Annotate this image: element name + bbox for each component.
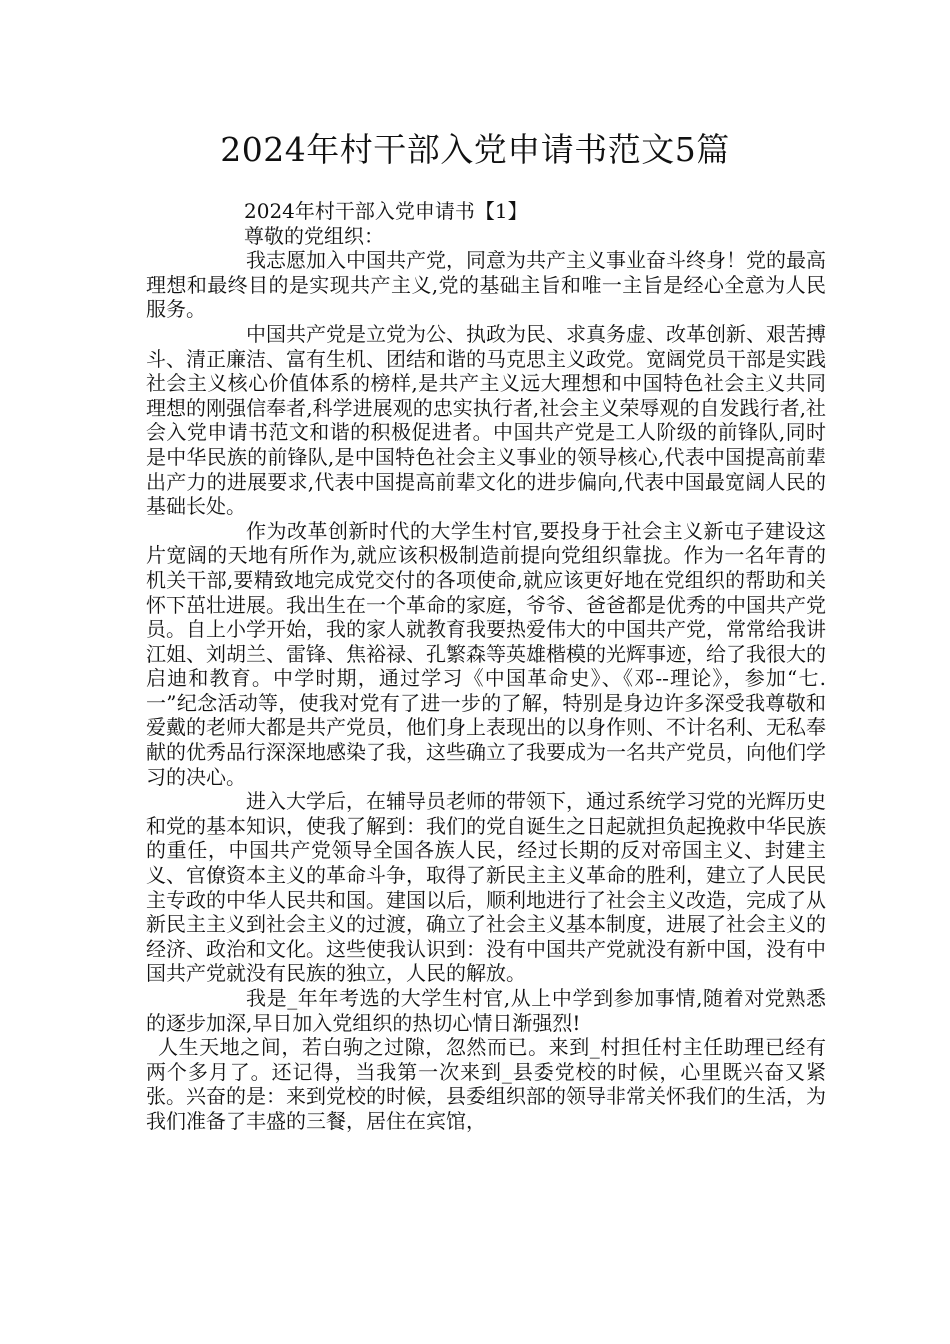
paragraph-3: 作为改革创新时代的大学生村官,要投身于社会主义新屯子建设这片宽阔的天地有所作为,就应该积极制造前提向党组织靠拢。作为一名年青的机关干部,要精致地完成党交付的各项使命,就应该更好地在党组织的帮助和关怀下茁壮进展。我出生在一个革命的家庭，爷爷、爸爸都是优秀的中国共产党员。自上小学开始，我的家人就教育我要热爱伟大的中国共产党，常常给我讲江姐、刘胡兰、雷锋、焦裕禄、孔繁森等英雄楷模的光辉事迹，给了我很大的启迪和教育。中学时期，通过学习《中国革命史》、《邓--理论》，参加“七.一”纪念活动等，使我对党有了进一步的了解，特别是身边许多深受我尊敬和爱戴的老师大都是共产党员，他们身上表现出的以身作则、不计名利、无私奉献的优秀品行深深地感染了我，这些确立了我要成为一名共产党员，向他们学习的决心。 <box>146 518 826 789</box>
document-title: 2024年村干部入党申请书范文5篇 <box>220 130 730 169</box>
paragraph-6: 人生天地之间，若白驹之过隙，忽然而已。来到_村担任村主任助理已经有两个多月了。还记得，当我第一次来到_县委党校的时候，心里既兴奋又紧张。兴奋的是：来到党校的时候，县委组织部的领导非常关怀我们的生活，为我们准备了丰盛的三餐，居住在宾馆， <box>146 1035 826 1133</box>
document-body <box>146 199 826 1134</box>
salutation: 尊敬的党组织： <box>244 223 384 248</box>
paragraph-2: 中国共产党是立党为公、执政为民、求真务虚、改革创新、艰苦搏斗、清正廉洁、富有生机、团结和谐的马克思主义政党。宽阔党员干部是实践社会主义核心价值体系的榜样,是共产主义远大理想和中国特色社会主义共同理想的刚强信奉者,科学进展观的忠实执行者,社会主义荣辱观的自发践行者,社会入党申请书范文和谐的积极促进者。中国共产党是工人阶级的前锋队,同时是中华民族的前锋队,是中国特色社会主义事业的领导核心,代表中国提高前辈出产力的进展要求,代表中国提高前辈文化的进步偏向,代表中国最宽阔人民的基础长处。 <box>146 321 826 519</box>
paragraph-4: 进入大学后，在辅导员老师的带领下，通过系统学习党的光辉历史和党的基本知识，使我了解到：我们的党自诞生之日起就担负起挽救中华民族的重任，中国共产党领导全国各族人民，经过长期的反对帝国主义、封建主义、官僚资本主义的革命斗争，取得了新民主主义革命的胜利，建立了人民民主专政的中华人民共和国。建国以后，顺利地进行了社会主义改造，完成了从新民主主义到社会主义的过渡，确立了社会主义基本制度，进展了社会主义的经济、政治和文化。这些使我认识到：没有中国共产党就没有新中国，没有中国共产党就没有民族的独立，人民的解放。 <box>146 789 826 986</box>
section-heading: 2024年村干部入党申请书【1】 <box>244 199 528 223</box>
paragraph-5: 我是_年年考选的大学生村官,从上中学到参加事情,随着对党熟悉的逐步加深,早日加入党组织的热切心情日渐强烈! <box>146 986 826 1035</box>
paragraph-1: 我志愿加入中国共产党，同意为共产主义事业奋斗终身！党的最高理想和最终目的是实现共产主义,党的基础主旨和唯一主旨是经心全意为人民服务。 <box>146 248 826 322</box>
